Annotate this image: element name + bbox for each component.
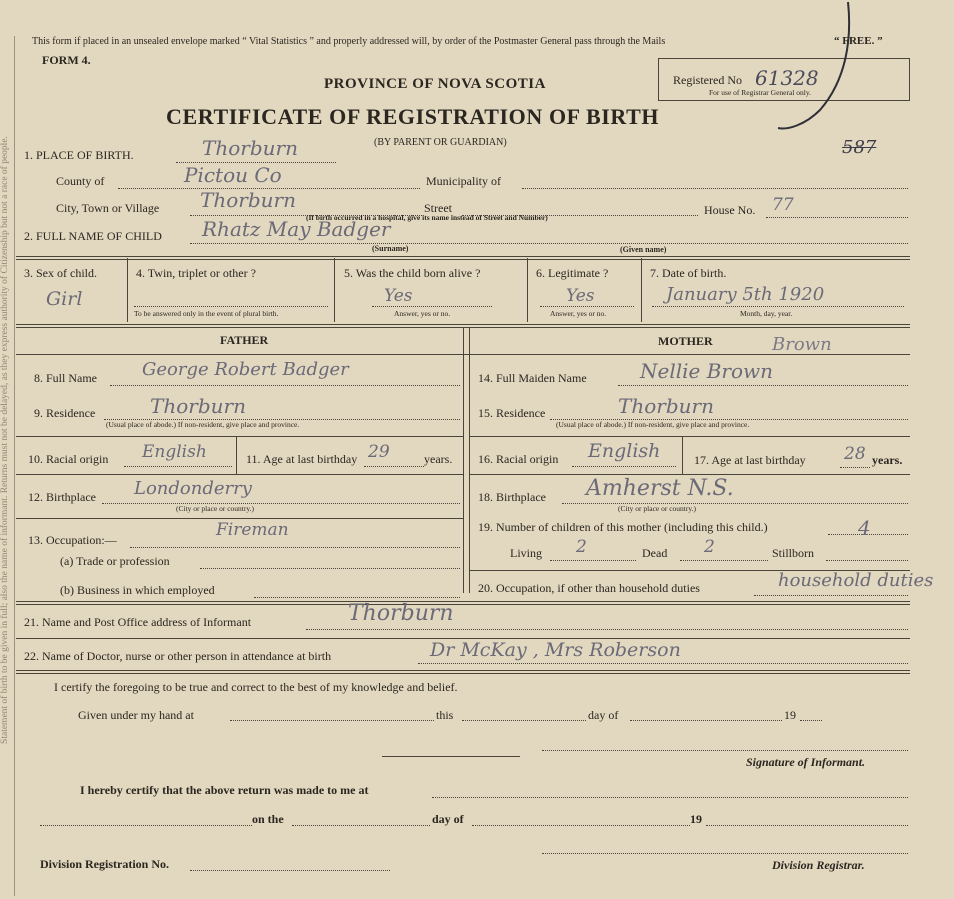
certificate-title: CERTIFICATE OF REGISTRATION OF BIRTH (166, 104, 660, 129)
sex-label: 3. Sex of child. (24, 266, 97, 280)
alive-label: 5. Was the child born alive ? (344, 266, 481, 280)
mother-surname-note: Brown (772, 334, 832, 355)
registered-label: Registered No (673, 73, 742, 87)
return-statement: I hereby certify that the above return was made to me at (80, 783, 369, 797)
living-value: 2 (576, 537, 587, 557)
alive-answer-note: Answer, yes or no. (394, 309, 451, 318)
mother-abode-note: (Usual place of abode.) If non-resident, give place and province. (556, 420, 750, 429)
mother-age-label: 17. Age at last birthday (694, 453, 806, 467)
living-label: Living (510, 546, 542, 560)
legitimate-value: Yes (566, 286, 595, 306)
mother-years-label: years. (872, 453, 903, 467)
mother-age-value: 28 (844, 444, 866, 464)
given-name-caption: (Given name) (620, 245, 667, 254)
registrar-use-note: For use of Registrar General only. (709, 88, 811, 97)
alive-value: Yes (384, 286, 413, 306)
father-age-value: 29 (368, 442, 390, 462)
certificate-subtitle: (BY PARENT OR GUARDIAN) (374, 137, 507, 148)
day-of-label: day of (588, 708, 619, 722)
free-notice: “ FREE. ” (834, 35, 883, 47)
children-count-value: 4 (858, 516, 871, 540)
father-years-label: years. (424, 452, 453, 466)
on-the-label: on the (252, 812, 284, 826)
doctor-label: 22. Name of Doctor, nurse or other person in attendance at birth (24, 649, 332, 663)
father-occupation-label: 13. Occupation:— (28, 533, 117, 547)
registrar-pen-stroke (760, 0, 860, 140)
child-name-value: Rhatz May Badger (202, 217, 391, 241)
dob-value: January 5th 1920 (666, 284, 825, 305)
dead-label: Dead (642, 546, 668, 560)
given-under-label: Given under my hand at (78, 708, 194, 722)
father-racial-value: English (142, 442, 207, 462)
year-19-label-2: 19 (690, 812, 702, 826)
father-occupation-value: Fireman (216, 520, 289, 540)
father-birthplace-value: Londonderry (134, 478, 252, 499)
street-label: Street (424, 201, 452, 215)
place-of-birth-value: Thorburn (202, 136, 298, 160)
mother-racial-label: 16. Racial origin (478, 452, 559, 466)
county-label: County of (56, 174, 105, 188)
children-count-label: 19. Number of children of this mother (including this child.) (478, 520, 768, 534)
mother-residence-label: 15. Residence (478, 406, 546, 420)
informant-label: 21. Name and Post Office address of Informant (24, 615, 252, 629)
informant-value: Thorburn (348, 601, 454, 626)
father-residence-value: Thorburn (150, 394, 246, 418)
mother-occupation-label: 20. Occupation, if other than household duties (478, 581, 700, 595)
left-margin-rule (14, 36, 15, 896)
mother-birthplace-note: (City or place or country.) (618, 504, 697, 513)
father-residence-label: 9. Residence (34, 406, 96, 420)
surname-caption: (Surname) (372, 244, 409, 253)
business-label: (b) Business in which employed (60, 583, 215, 597)
house-number-label: House No. (704, 203, 756, 217)
father-birthplace-note: (City or place or country.) (176, 504, 255, 513)
doctor-value: Dr McKay , Mrs Roberson (430, 639, 681, 661)
city-value: Thorburn (200, 188, 296, 212)
dead-value: 2 (704, 537, 715, 557)
certify-statement: I certify the foregoing to be true and correct to the best of my knowledge and belief. (54, 680, 458, 694)
house-number-value: 77 (772, 195, 794, 215)
legitimate-answer-note: Answer, yes or no. (550, 309, 607, 318)
province-heading: PROVINCE OF NOVA SCOTIA (324, 76, 546, 92)
twin-note: To be answered only in the event of plural birth. (134, 309, 279, 318)
father-racial-label: 10. Racial origin (28, 452, 109, 466)
city-label: City, Town or Village (56, 201, 160, 215)
father-heading: FATHER (220, 333, 269, 347)
year-19-label: 19 (784, 708, 796, 722)
father-name-value: George Robert Badger (142, 359, 349, 380)
father-abode-note: (Usual place of abode.) If non-resident, give place and province. (106, 420, 300, 429)
mother-maiden-label: 14. Full Maiden Name (478, 371, 587, 385)
dob-caption: Month, day, year. (740, 309, 793, 318)
dob-label: 7. Date of birth. (650, 266, 727, 280)
mother-maiden-value: Nellie Brown (640, 359, 774, 383)
mother-racial-value: English (588, 440, 661, 462)
division-registration-label: Division Registration No. (40, 857, 169, 871)
legitimate-label: 6. Legitimate ? (536, 266, 609, 280)
informant-signature-label: Signature of Informant. (746, 755, 866, 769)
division-registrar-label: Division Registrar. (772, 858, 865, 872)
twin-label: 4. Twin, triplet or other ? (136, 266, 256, 280)
form-number: FORM 4. (42, 53, 91, 67)
mother-occupation-value: household duties (778, 570, 934, 591)
father-birthplace-label: 12. Birthplace (28, 490, 96, 504)
municipality-label: Municipality of (426, 174, 501, 188)
place-of-birth-label: 1. PLACE OF BIRTH. (24, 148, 134, 162)
day-of-label-2: day of (432, 812, 464, 826)
registered-number: 61328 (755, 66, 819, 90)
father-name-label: 8. Full Name (34, 371, 97, 385)
stillborn-label: Stillborn (772, 546, 815, 560)
trade-label: (a) Trade or profession (60, 554, 170, 568)
this-label: this (436, 708, 454, 722)
mother-heading: MOTHER (658, 334, 713, 348)
mother-residence-value: Thorburn (618, 394, 714, 418)
mother-birthplace-value: Amherst N.S. (586, 476, 734, 501)
sex-value: Girl (46, 288, 83, 310)
side-margin-note: Statement of birth to be given in full; also the name of informant. Returns must not be delayed, as they express authority of Citizenship but not a race of people. (0, 136, 10, 744)
county-value: Pictou Co (184, 163, 282, 187)
father-age-label: 11. Age at last birthday (246, 452, 358, 466)
corner-number: 587 (842, 137, 877, 158)
mother-birthplace-label: 18. Birthplace (478, 490, 546, 504)
hospital-note: (If birth occurred in a hospital, give its name instead of Street and Number) (306, 213, 548, 222)
mail-notice: This form if placed in an unsealed envelope marked “ Vital Statistics ” and properly addressed will, by order of the Postmaster General pass through the Mails (32, 36, 666, 47)
child-name-label: 2. FULL NAME OF CHILD (24, 229, 162, 243)
